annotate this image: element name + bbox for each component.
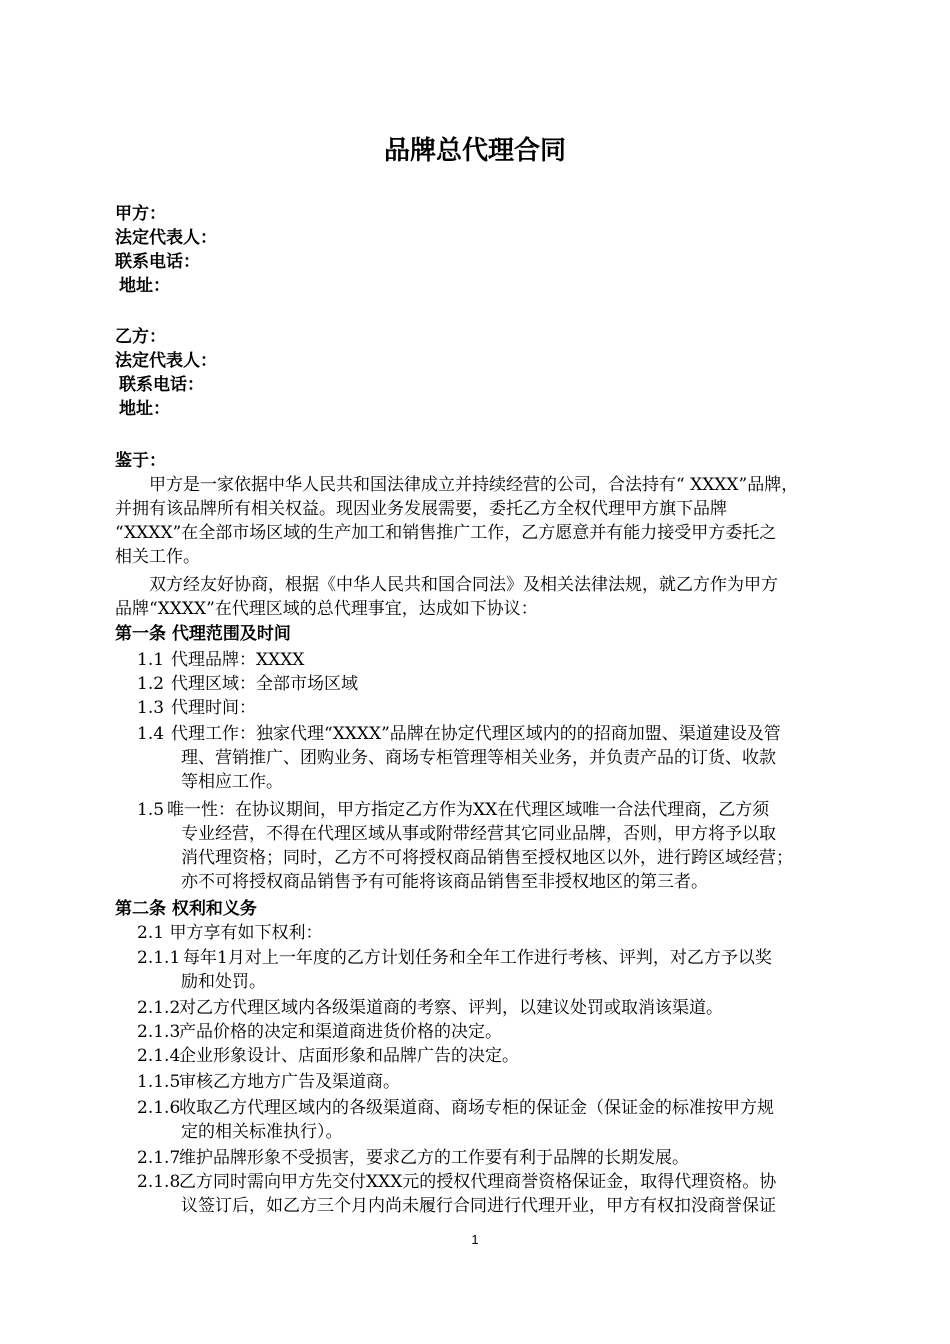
clause-text: 乙方同时需向甲方先交付XXX元的授权代理商誉资格保证金，取得代理资格。协 [179,1172,777,1192]
party-a-address-label: 地址： [119,276,170,296]
clause-text: 励和处罚。 [181,972,266,992]
article2-heading: 第二条 权利和义务 [115,899,257,919]
whereas-para1-line: “XXXX”在全部市场区域的生产加工和销售推广工作，乙方愿意并有能力接受甲方委托之 [115,523,777,543]
whereas-heading: 鉴于： [115,451,166,471]
clause-number: 1.1 [137,650,165,670]
clause-number: 1.1.5 [137,1072,181,1092]
page-number: 1 [471,1232,479,1247]
clause-number: 2.1.8 [137,1172,181,1192]
whereas-para2-line: 品牌“XXXX”在代理区域的总代理事宜，达成如下协议： [115,599,538,619]
clause-text: 代理工作：独家代理“XXXX”品牌在协定代理区域内的的招商加盟、渠道建设及管 [171,724,781,744]
clause-number: 2.1.7 [137,1148,181,1168]
party-a-label: 甲方： [115,204,166,224]
clause-number: 2.1.2 [137,998,181,1018]
clause-number: 1.5 [137,800,165,820]
clause-number: 1.3 [137,698,165,718]
clause-text: 产品价格的决定和渠道商进货价格的决定。 [179,1022,502,1042]
clause-text: 代理区域：全部市场区域 [171,674,358,694]
article1-heading: 第一条 代理范围及时间 [115,624,291,644]
clause-number: 2.1.4 [137,1046,181,1066]
clause-text: 消代理资格；同时，乙方不可将授权商品销售至授权地区以外，进行跨区域经营； [181,848,793,868]
clause-text: 等相应工作。 [181,772,283,792]
clause-number: 1.2 [137,674,165,694]
whereas-para1-line: 甲方是一家依据中华人民共和国法律成立并持续经营的公司，合法持有“ XXXX”品牌， [149,475,799,495]
clause-text: 收取乙方代理区域内的各级渠道商、商场专柜的保证金（保证金的标准按甲方规 [179,1098,774,1118]
clause-text: 代理时间： [171,698,256,718]
party-a-phone-label: 联系电话： [115,252,200,272]
clause-number: 2.1.1 [137,948,181,968]
whereas-para1-line: 并拥有该品牌所有相关权益。现因业务发展需要，委托乙方全权代理甲方旗下品牌 [115,499,727,519]
clause-text: 维护品牌形象不受损害，要求乙方的工作要有利于品牌的长期发展。 [179,1148,689,1168]
clause-text: 每年1月对上一年度的乙方计划任务和全年工作进行考核、评判，对乙方予以奖 [183,948,772,968]
article2-subheading: 2.1 甲方享有如下权利： [137,923,323,943]
clause-text: 对乙方代理区域内各级渠道商的考察、评判，以建议处罚或取消该渠道。 [179,998,723,1018]
party-b-address-label: 地址： [119,399,170,419]
page-title: 品牌总代理合同 [383,136,566,166]
clause-text: 专业经营，不得在代理区域从事或附带经营其它同业品牌，否则，甲方将予以取 [181,824,776,844]
clause-number: 2.1.3 [137,1022,181,1042]
party-a-rep-label: 法定代表人： [115,228,217,248]
clause-text: 亦不可将授权商品销售予有可能将该商品销售至非授权地区的第三者。 [181,872,708,892]
clause-text: 企业形象设计、店面形象和品牌广告的决定。 [179,1046,519,1066]
clause-text: 审核乙方地方广告及渠道商。 [179,1072,400,1092]
whereas-para2-line: 双方经友好协商，根据《中华人民共和国合同法》及相关法律法规，就乙方作为甲方 [149,575,778,595]
clause-text: 理、营销推广、团购业务、商场专柜管理等相关业务，并负责产品的订货、收款 [181,748,776,768]
clause-text: 议签订后，如乙方三个月内尚未履行合同进行代理开业，甲方有权扣没商誉保证 [181,1196,776,1216]
clause-text: 唯一性：在协议期间，甲方指定乙方作为XX在代理区域唯一合法代理商，乙方须 [167,800,770,820]
whereas-para1-line: 相关工作。 [115,547,200,567]
party-b-rep-label: 法定代表人： [115,351,217,371]
clause-number: 1.4 [137,724,165,744]
party-b-phone-label: 联系电话： [119,375,204,395]
clause-number: 2.1.6 [137,1098,181,1118]
clause-text: 定的相关标准执行）。 [181,1122,343,1142]
party-b-label: 乙方： [115,327,166,347]
clause-text: 代理品牌：XXXX [171,650,305,670]
